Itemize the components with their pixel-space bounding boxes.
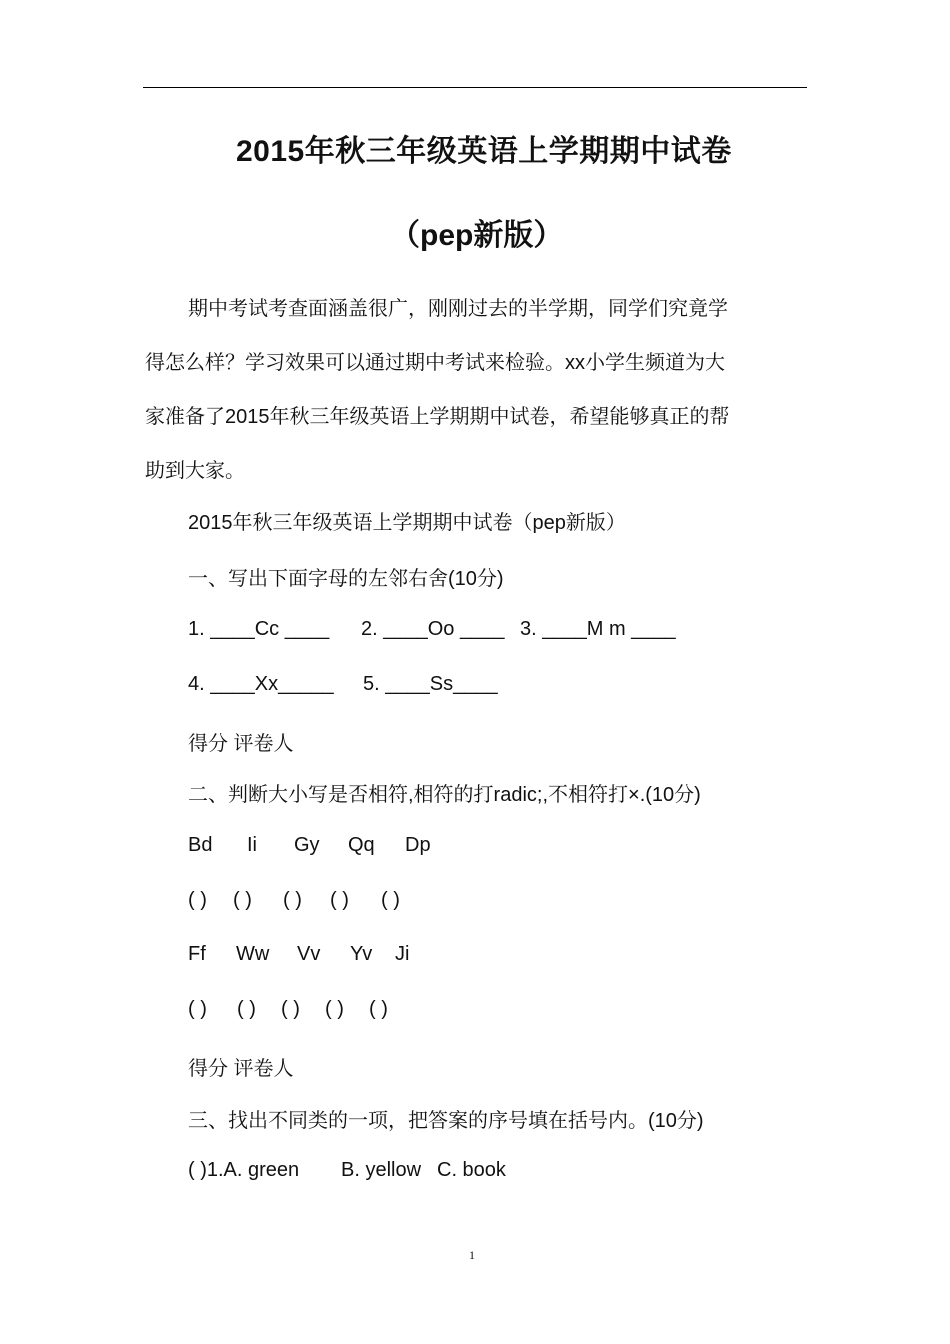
answer-bracket: ( ) bbox=[283, 889, 302, 911]
header-rule bbox=[143, 87, 807, 88]
section-1-item: 4. ____Xx_____ bbox=[188, 673, 334, 695]
exam-subtitle: 2015年秋三年级英语上学期期中试卷（pep新版） bbox=[188, 512, 626, 534]
answer-bracket: ( ) bbox=[330, 889, 349, 911]
score-label: 得分 评卷人 bbox=[188, 733, 294, 755]
question-1-option-a: ( )1.A. green bbox=[188, 1159, 300, 1181]
letter-pair: Gy bbox=[294, 834, 320, 856]
answer-bracket: ( ) bbox=[381, 889, 400, 911]
letter-pair: Vv bbox=[297, 943, 321, 965]
letter-pair: Ww bbox=[236, 943, 270, 965]
section-1-item: 3. ____M m ____ bbox=[520, 618, 676, 640]
letter-pair: Dp bbox=[405, 834, 431, 856]
section-1-item: 2. ____Oo ____ bbox=[361, 618, 505, 640]
question-1-option-c: C. book bbox=[437, 1159, 506, 1181]
intro-line: 家准备了2015年秋三年级英语上学期期中试卷，希望能够真正的帮 bbox=[145, 406, 730, 428]
section-1-item: 5. ____Ss____ bbox=[363, 673, 498, 695]
letter-pair: Yv bbox=[350, 943, 373, 965]
section-1-item: 1. ____Cc ____ bbox=[188, 618, 330, 640]
answer-bracket: ( ) bbox=[188, 889, 207, 911]
answer-bracket: ( ) bbox=[188, 998, 207, 1020]
intro-line: 助到大家。 bbox=[145, 460, 245, 482]
document-title: 2015年秋三年级英语上学期期中试卷 bbox=[236, 135, 732, 168]
score-label: 得分 评卷人 bbox=[188, 1058, 294, 1080]
section-3-heading: 三、找出不同类的一项，把答案的序号填在括号内。(10分) bbox=[188, 1110, 704, 1132]
page-number: 1 bbox=[469, 1248, 475, 1262]
letter-pair: Ii bbox=[247, 834, 257, 856]
answer-bracket: ( ) bbox=[233, 889, 252, 911]
answer-bracket: ( ) bbox=[237, 998, 256, 1020]
section-1-heading: 一、写出下面字母的左邻右舍(10分) bbox=[188, 568, 504, 590]
letter-pair: Bd bbox=[188, 834, 213, 856]
letter-pair: Ji bbox=[395, 943, 410, 965]
answer-bracket: ( ) bbox=[281, 998, 300, 1020]
answer-bracket: ( ) bbox=[325, 998, 344, 1020]
answer-bracket: ( ) bbox=[369, 998, 388, 1020]
intro-line: 得怎么样？学习效果可以通过期中考试来检验。xx小学生频道为大 bbox=[145, 352, 725, 374]
letter-pair: Ff bbox=[188, 943, 206, 965]
document-title-edition: （pep新版） bbox=[390, 219, 564, 252]
section-2-heading: 二、判断大小写是否相符,相符的打radic;,不相符打×.(10分) bbox=[188, 784, 701, 806]
intro-line: 期中考试考查面涵盖很广，刚刚过去的半学期，同学们究竟学 bbox=[188, 298, 728, 320]
letter-pair: Qq bbox=[348, 834, 375, 856]
question-1-option-b: B. yellow bbox=[341, 1159, 422, 1181]
